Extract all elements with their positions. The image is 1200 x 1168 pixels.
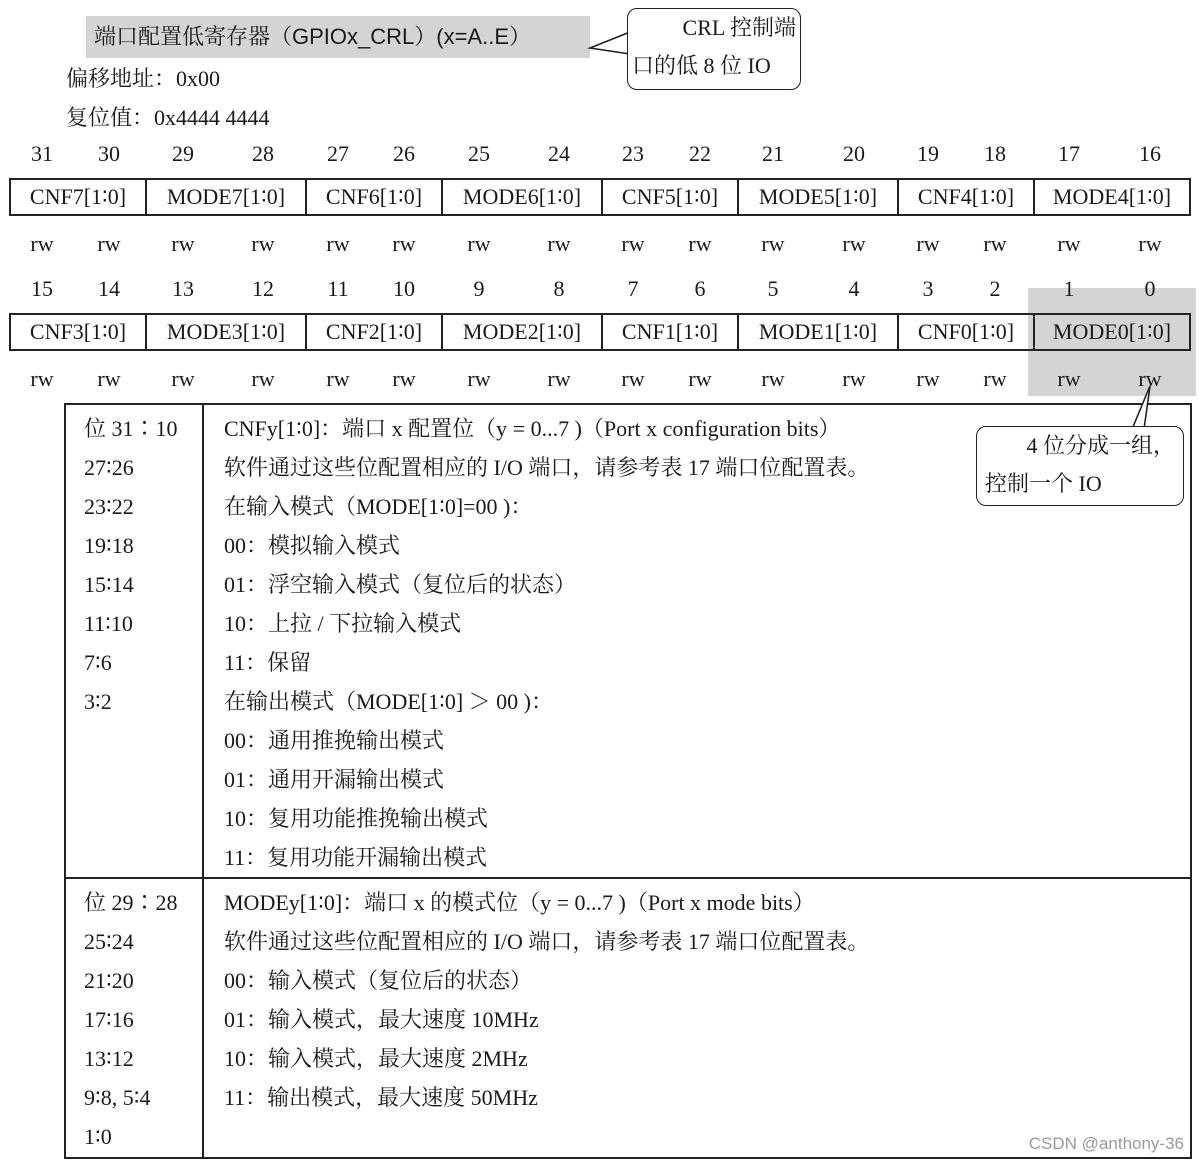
description-line: 01：通用开漏输出模式 (224, 767, 445, 792)
bit-number: 23 (622, 141, 644, 166)
access-type: rw (1057, 366, 1081, 391)
bit-range: 19∶18 (84, 533, 134, 558)
access-type: rw (842, 231, 866, 256)
description-line: 在输出模式（MODE[1∶0] ＞ 00 )： (224, 689, 553, 714)
bit-number: 15 (31, 276, 53, 301)
description-line: MODEy[1∶0]：端口 x 的模式位（y = 0...7 )（Port x mode bits） (224, 890, 815, 915)
mode-bit-ranges (66, 879, 204, 1157)
register-field: CNF6[1∶0] (307, 180, 443, 214)
bit-range: 位 29∶28 (84, 890, 178, 915)
callout-crl-line1: CRL 控制端 (682, 15, 796, 40)
bit-range: 25∶24 (84, 929, 134, 954)
description-line: 01：浮空输入模式（复位后的状态） (224, 572, 577, 597)
register-field: MODE6[1∶0] (443, 180, 603, 214)
access-type: rw (326, 231, 350, 256)
bit-range: 15∶14 (84, 572, 134, 597)
access-type: rw (547, 366, 571, 391)
description-table (64, 403, 1192, 1159)
register-field: MODE7[1∶0] (147, 180, 307, 214)
register-low-fields (9, 313, 1191, 351)
bit-number: 3 (922, 276, 934, 301)
access-type: rw (467, 366, 491, 391)
bit-range: 13∶12 (84, 1046, 134, 1071)
register-field: MODE2[1∶0] (443, 315, 603, 349)
bit-number: 16 (1139, 141, 1161, 166)
bit-number: 0 (1144, 276, 1156, 301)
bit-range: 27∶26 (84, 455, 134, 480)
access-type: rw (97, 231, 121, 256)
access-type: rw (688, 366, 712, 391)
bit-number: 14 (98, 276, 120, 301)
register-field: CNF3[1∶0] (11, 315, 147, 349)
register-field: CNF4[1∶0] (899, 180, 1035, 214)
register-field: CNF0[1∶0] (899, 315, 1035, 349)
cnf-bit-ranges (66, 405, 204, 877)
bit-number: 1 (1063, 276, 1075, 301)
bit-number: 28 (252, 141, 274, 166)
description-line: CNFy[1∶0]：端口 x 配置位（y = 0...7 )（Port x configuration bits） (224, 416, 841, 441)
access-type: rw (983, 231, 1007, 256)
bit-number: 29 (172, 141, 194, 166)
description-line: 软件通过这些位配置相应的 I/O 端口，请参考表 17 端口位配置表。 (224, 455, 870, 480)
description-line: 10：输入模式，最大速度 2MHz (224, 1046, 528, 1071)
register-field: MODE0[1∶0] (1035, 315, 1189, 349)
bit-number: 21 (762, 141, 784, 166)
bit-number: 11 (327, 276, 349, 301)
access-type: rw (30, 231, 54, 256)
bit-number: 5 (767, 276, 779, 301)
register-field: MODE3[1∶0] (147, 315, 307, 349)
access-type: rw (621, 366, 645, 391)
access-type: rw (467, 231, 491, 256)
bit-number: 2 (989, 276, 1001, 301)
cnf-description (224, 409, 869, 877)
register-field: CNF1[1∶0] (603, 315, 739, 349)
bit-range: 1∶0 (84, 1124, 112, 1149)
register-field: MODE4[1∶0] (1052, 184, 1172, 209)
bit-number: 22 (689, 141, 711, 166)
bit-range: 21∶20 (84, 968, 134, 993)
bit-range: 7∶6 (84, 650, 112, 675)
bit-range: 17∶16 (84, 1007, 134, 1032)
callout-crl-line2: 口的低 8 位 IO (632, 53, 771, 78)
access-type: rw (916, 366, 940, 391)
callout-group-line2: 控制一个 IO (985, 471, 1102, 496)
bit-number: 4 (848, 276, 860, 301)
description-line: 00：输入模式（复位后的状态） (224, 968, 533, 993)
access-type: rw (842, 366, 866, 391)
bit-number: 10 (393, 276, 415, 301)
callout-group-line1: 4 位分成一组， (1026, 433, 1175, 458)
mode-description (224, 883, 869, 1117)
description-line: 软件通过这些位配置相应的 I/O 端口，请参考表 17 端口位配置表。 (224, 929, 870, 954)
access-type: rw (171, 231, 195, 256)
callout-group (976, 426, 1184, 506)
bit-range: 23∶22 (84, 494, 134, 519)
register-title: 端口配置低寄存器（GPIOx_CRL）(x=A..E） (86, 16, 590, 58)
bit-number: 20 (843, 141, 865, 166)
access-type: rw (761, 366, 785, 391)
bit-number: 25 (468, 141, 490, 166)
bit-number: 31 (31, 141, 53, 166)
register-field: CNF2[1∶0] (307, 315, 443, 349)
description-line: 01：输入模式，最大速度 10MHz (224, 1007, 539, 1032)
access-type: rw (1138, 366, 1162, 391)
bit-number: 30 (98, 141, 120, 166)
bit-number: 24 (548, 141, 570, 166)
access-type: rw (171, 366, 195, 391)
access-type: rw (326, 366, 350, 391)
register-field: CNF5[1∶0] (603, 180, 739, 214)
register-high-fields (9, 178, 1191, 216)
offset-address: 偏移地址：0x00 (66, 66, 221, 91)
description-line: 11：保留 (224, 650, 312, 675)
bit-number: 27 (327, 141, 349, 166)
bit-number: 13 (172, 276, 194, 301)
access-type: rw (916, 231, 940, 256)
bit-number: 7 (627, 276, 639, 301)
access-type: rw (392, 366, 416, 391)
bit-range: 3∶2 (84, 689, 112, 714)
bit-number: 17 (1058, 141, 1080, 166)
register-field: CNF7[1∶0] (11, 180, 147, 214)
watermark: CSDN @anthony-36 (1028, 1134, 1184, 1153)
access-type: rw (621, 231, 645, 256)
access-type: rw (392, 231, 416, 256)
bit-number: 19 (917, 141, 939, 166)
bit-number: 26 (393, 141, 415, 166)
description-line: 00：模拟输入模式 (224, 533, 401, 558)
register-field: MODE5[1∶0] (739, 180, 899, 214)
access-type: rw (251, 366, 275, 391)
description-line: 10：复用功能推挽输出模式 (224, 806, 489, 831)
access-type: rw (1057, 231, 1081, 256)
description-line: 11：输出模式，最大速度 50MHz (224, 1085, 538, 1110)
description-line: 00：通用推挽输出模式 (224, 728, 445, 753)
bit-number: 18 (984, 141, 1006, 166)
bit-number: 9 (473, 276, 485, 301)
description-line: 11：复用功能开漏输出模式 (224, 845, 488, 870)
bit-number: 8 (553, 276, 565, 301)
access-type: rw (97, 366, 121, 391)
access-type: rw (251, 231, 275, 256)
access-type: rw (1138, 231, 1162, 256)
access-type: rw (688, 231, 712, 256)
access-type: rw (761, 231, 785, 256)
access-type: rw (30, 366, 54, 391)
bit-range: 9∶8, 5∶4 (84, 1085, 151, 1110)
description-line: 在输入模式（MODE[1∶0]=00 )： (224, 494, 533, 519)
bit-number: 12 (252, 276, 274, 301)
row-divider (66, 877, 1190, 879)
reset-value: 复位值：0x4444 4444 (66, 105, 270, 130)
description-line: 10：上拉 / 下拉输入模式 (224, 611, 462, 636)
bit-range: 位 31∶10 (84, 416, 178, 441)
callout-crl (627, 8, 801, 90)
bit-number: 6 (694, 276, 706, 301)
bit-range: 11∶10 (84, 611, 133, 636)
access-type: rw (547, 231, 571, 256)
register-field: MODE1[1∶0] (739, 315, 899, 349)
access-type: rw (983, 366, 1007, 391)
